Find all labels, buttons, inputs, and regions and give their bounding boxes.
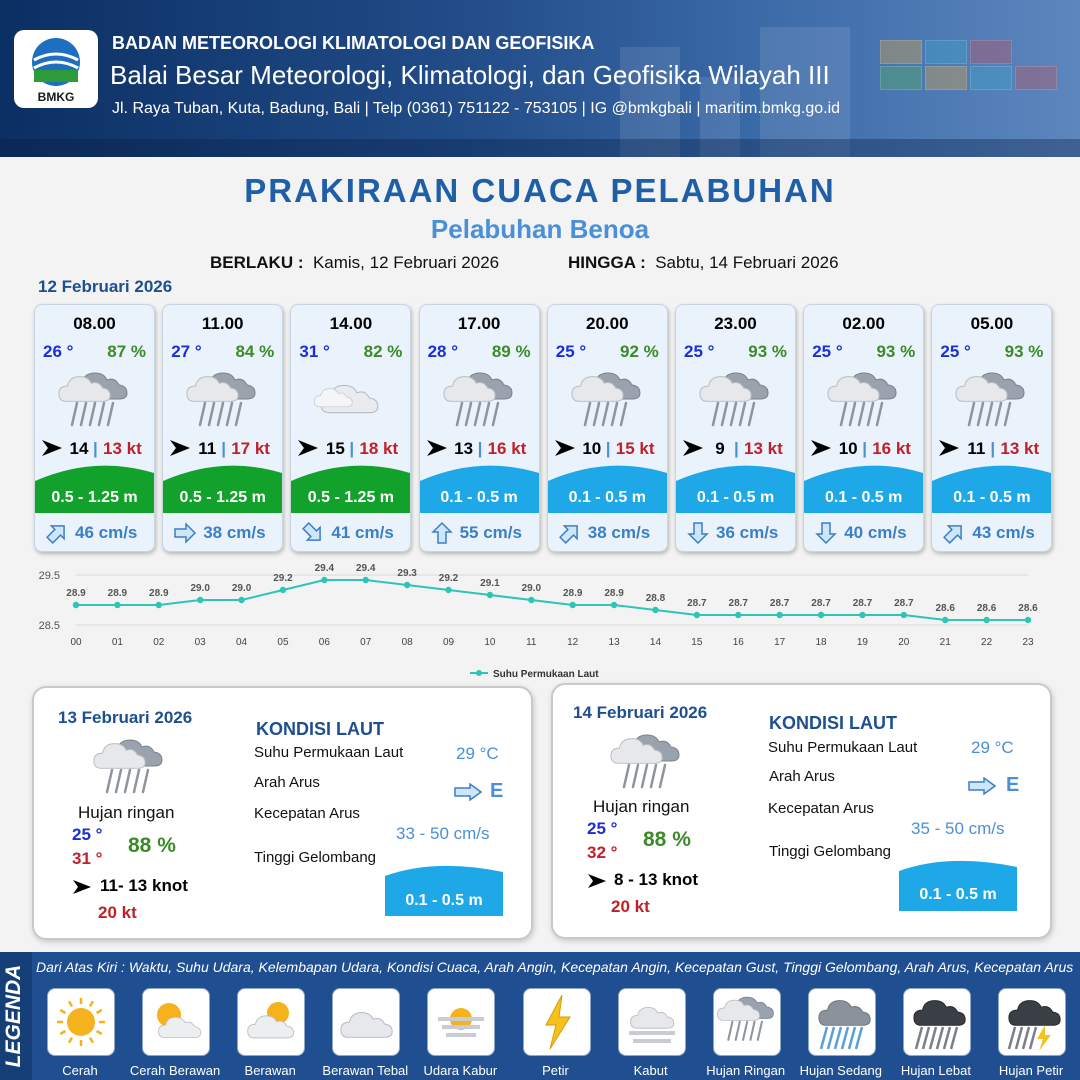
valid-from-value: Kamis, 12 Februari 2026 [312, 253, 500, 272]
wind-separator: | [349, 439, 355, 458]
valid-to-label: HINGGA : [568, 253, 646, 272]
wind-arrow-icon [40, 438, 64, 458]
x-tick-label: 01 [111, 637, 123, 648]
light-rain-icon [698, 363, 774, 429]
data-label: 29.1 [480, 578, 500, 589]
thunder-rain-icon [998, 988, 1066, 1056]
wind-separator: | [734, 439, 739, 458]
bmkg-logo [14, 30, 98, 108]
legend-label: Udara Kabur [423, 1063, 498, 1078]
hour-card [290, 304, 411, 552]
x-tick-label: 19 [856, 637, 868, 648]
logo-text: BMKG [37, 90, 75, 104]
hour-temperature: 26 ° [43, 342, 74, 361]
data-label: 28.7 [769, 598, 790, 609]
wind-arrow-icon [72, 879, 92, 895]
sun-icon [47, 988, 115, 1056]
sst-value: 29 °C [971, 738, 1014, 757]
day-condition: Hujan ringan [78, 803, 175, 822]
x-tick-label: 10 [484, 637, 496, 648]
kondisi-laut-title: KONDISI LAUT [256, 719, 384, 739]
data-point [901, 612, 907, 618]
current-arrow-icon [686, 521, 710, 545]
data-point [321, 577, 327, 583]
current-speed: 35 - 50 cm/s [911, 819, 1005, 838]
current-dir-label: Arah Arus [254, 774, 320, 791]
data-label: 28.7 [894, 598, 914, 609]
current-direction: E [490, 780, 504, 802]
current-arrow-icon [430, 521, 454, 545]
day-humidity: 88 % [643, 828, 691, 851]
wind-arrow-icon [681, 438, 705, 458]
wind-separator: | [221, 439, 226, 458]
moderate-rain-icon [808, 988, 876, 1056]
hour-wind-speed: 11 [198, 439, 217, 458]
light-rain-icon [92, 730, 168, 796]
page-title: PRAKIRAAN CUACA PELABUHAN [244, 172, 836, 209]
data-label: 28.9 [604, 588, 624, 599]
current-arrow-icon [942, 521, 966, 545]
hour-wind-gust: 16 kt [872, 439, 911, 458]
current-arrow-icon [173, 521, 197, 545]
hour-wind-gust: 13 kt [1000, 439, 1040, 458]
page-subtitle: Pelabuhan Benoa [430, 214, 650, 244]
wind-arrow-icon [587, 873, 607, 889]
sst-value: 29 °C [456, 744, 499, 763]
x-tick-label: 09 [442, 637, 455, 648]
office-name: Balai Besar Meteorologi, Klimatologi, dan Geofisika Wilayah III [110, 60, 830, 90]
hour-wind-gust: 16 kt [487, 439, 527, 458]
y-tick-label: 29.5 [38, 570, 60, 582]
data-label: 29.3 [397, 568, 417, 579]
data-point [652, 607, 658, 613]
fog-icon [618, 988, 686, 1056]
data-label: 28.7 [728, 598, 748, 609]
wave-height-label: Tinggi Gelombang [769, 843, 892, 860]
wind-separator: | [990, 439, 996, 458]
x-tick-label: 11 [526, 637, 537, 648]
current-arrow-icon [558, 521, 582, 545]
legend-label: Kabut [633, 1063, 668, 1078]
data-point [776, 612, 782, 618]
data-point [569, 602, 575, 608]
wind-arrow-icon [168, 438, 192, 458]
data-label: 29.4 [356, 563, 376, 574]
wind-arrow-icon [553, 438, 577, 458]
hour-card [675, 304, 796, 552]
data-label: 29.4 [314, 563, 335, 574]
hour-temperature: 25 ° [555, 342, 587, 361]
hour-wind-gust: 17 kt [231, 439, 270, 458]
x-tick-label: 13 [608, 637, 620, 648]
day-wind: 11- 13 knot [100, 876, 188, 895]
hour-wind-gust: 13 kt [744, 439, 783, 458]
thick-cloud-icon [313, 363, 389, 429]
hour-wind-speed: 13 [454, 439, 474, 458]
hour-wave-height: 0.1 - 0.5 m [825, 489, 903, 506]
wind-separator: | [862, 439, 867, 458]
hour-humidity: 87 % [107, 342, 146, 361]
hour-wave-height: 0.5 - 1.25 m [307, 489, 395, 506]
hour-humidity: 93 % [1004, 342, 1044, 361]
wind-separator: | [477, 439, 483, 458]
hour-wind-speed: 14 [69, 439, 89, 458]
hour-time: 23.00 [714, 314, 757, 333]
wind-arrow-icon [937, 438, 961, 458]
legend-label: Hujan Sedang [799, 1063, 882, 1078]
agency-name: BADAN METEOROLOGI KLIMATOLOGI DAN GEOFISIKA [112, 33, 595, 53]
hour-time: 08.00 [73, 314, 116, 333]
x-tick-label: 15 [691, 637, 703, 648]
light-rain-icon [570, 363, 646, 429]
legend-label: Berawan [244, 1063, 296, 1078]
data-point [735, 612, 741, 618]
x-tick-label: 06 [318, 637, 330, 648]
current-dir-label: Arah Arus [769, 768, 835, 785]
data-point [156, 602, 162, 608]
data-label: 28.6 [935, 603, 955, 614]
hour-temperature: 25 ° [684, 342, 715, 361]
day1-date-label: 12 Februari 2026 [38, 277, 173, 296]
hour-wind-gust: 18 kt [359, 439, 399, 458]
hour-card [803, 304, 924, 552]
day-date: 14 Februari 2026 [573, 703, 708, 722]
data-point [1025, 617, 1031, 623]
data-label: 29.0 [231, 583, 252, 594]
data-point [404, 582, 410, 588]
data-point [611, 602, 617, 608]
data-point [238, 597, 244, 603]
current-arrow-icon [814, 521, 838, 545]
wind-separator: | [93, 439, 98, 458]
office-contact: Jl. Raya Tuban, Kuta, Badung, Bali | Telp (0361) 751122 - 753105 | IG @bmkgbali | maritim.bmkg.go.id [112, 100, 841, 117]
legend-label: Cerah Berawan [129, 1063, 221, 1078]
sst-label: Suhu Permukaan Laut [254, 744, 404, 761]
hour-time: 05.00 [970, 314, 1014, 333]
x-tick-label: 18 [815, 637, 827, 648]
wind-arrow-icon [425, 438, 449, 458]
data-point [528, 597, 534, 603]
hour-humidity: 93 % [876, 342, 916, 361]
x-tick-label: 23 [1022, 637, 1034, 648]
sun-cloud-icon [142, 988, 210, 1056]
data-label: 28.8 [645, 593, 666, 604]
hour-temperature: 27 ° [171, 342, 202, 361]
thick-cloud-icon [332, 988, 400, 1056]
light-rain-icon [57, 363, 133, 429]
hour-wind-speed: 10 [838, 439, 858, 458]
hour-humidity: 89 % [491, 342, 531, 361]
current-arrow-icon [45, 521, 69, 545]
valid-from-label: BERLAKU : [210, 253, 304, 272]
hour-current-speed: 38 cm/s [203, 523, 266, 542]
data-label: 28.6 [1018, 603, 1038, 614]
data-label: 28.7 [811, 598, 831, 609]
hour-card [162, 304, 283, 552]
hour-wind-gust: 13 kt [103, 439, 142, 458]
hour-wind-speed: 9 [715, 439, 725, 458]
x-tick-label: 00 [70, 637, 82, 648]
hour-time: 20.00 [586, 314, 629, 333]
data-point [487, 592, 493, 598]
hour-wave-height: 0.1 - 0.5 m [568, 489, 646, 506]
hour-temperature: 25 ° [940, 342, 971, 361]
hour-wave-height: 0.5 - 1.25 m [51, 489, 138, 506]
data-label: 29.0 [190, 583, 210, 594]
heavy-rain-icon [903, 988, 971, 1056]
hour-humidity: 82 % [363, 342, 403, 361]
day-temp-max: 32 ° [587, 843, 618, 862]
wind-arrow-icon [296, 438, 320, 458]
legend-label: Suhu Permukaan Laut [493, 669, 599, 680]
data-label: 28.9 [66, 588, 86, 599]
hour-card [547, 304, 668, 552]
light-rain-icon [826, 363, 902, 429]
day-date: 13 Februari 2026 [58, 708, 193, 727]
day-box-2 [551, 683, 1052, 939]
current-arrow-icon [454, 783, 482, 801]
hour-temperature: 28 ° [427, 342, 459, 361]
current-arrow-icon [301, 521, 325, 545]
hour-current-speed: 38 cm/s [587, 523, 651, 542]
data-label: 29.2 [273, 573, 293, 584]
y-tick-label: 28.5 [38, 620, 60, 632]
series-line [76, 580, 1028, 620]
data-point [363, 577, 369, 583]
data-point [73, 602, 79, 608]
hour-humidity: 93 % [748, 342, 787, 361]
data-label: 28.9 [107, 588, 128, 599]
legend-label: Berawan Tebal [322, 1063, 409, 1078]
hour-time: 11.00 [201, 314, 244, 333]
day-temp-max: 31 ° [72, 849, 103, 868]
x-tick-label: 02 [153, 637, 165, 648]
hour-current-speed: 43 cm/s [972, 523, 1035, 542]
hour-card [34, 304, 155, 552]
legend-label: Hujan Ringan [706, 1063, 786, 1078]
wave-height: 0.1 - 0.5 m [405, 892, 483, 909]
x-tick-label: 03 [194, 637, 206, 648]
data-label: 28.9 [149, 588, 169, 599]
day-gust: 20 kt [611, 897, 650, 916]
x-tick-label: 04 [236, 637, 248, 648]
hour-wind-speed: 10 [582, 439, 602, 458]
light-rain-icon [713, 988, 781, 1056]
day-gust: 20 kt [98, 903, 137, 922]
data-point [859, 612, 865, 618]
hour-wave-height: 0.1 - 0.5 m [953, 489, 1031, 506]
x-tick-label: 17 [774, 637, 786, 648]
data-label: 28.6 [976, 603, 997, 614]
current-speed-label: Kecepatan Arus [768, 800, 874, 817]
data-label: 28.9 [562, 588, 583, 599]
hour-wind-speed: 11 [967, 439, 986, 458]
current-arrow-icon [968, 777, 996, 795]
sst-label: Suhu Permukaan Laut [768, 739, 918, 756]
hour-current-speed: 40 cm/s [844, 523, 907, 542]
day-humidity: 88 % [128, 834, 176, 857]
day-condition: Hujan ringan [593, 797, 690, 816]
hour-time: 14.00 [329, 314, 373, 333]
data-point [983, 617, 989, 623]
hour-wind-gust: 15 kt [615, 439, 655, 458]
legend-label: Hujan Lebat [900, 1063, 971, 1078]
hour-time: 17.00 [457, 314, 501, 333]
legend-label: Cerah [62, 1063, 98, 1078]
hour-time: 02.00 [842, 314, 885, 333]
wind-separator: | [605, 439, 611, 458]
data-label: 29.2 [438, 573, 459, 584]
data-point [280, 587, 286, 593]
hour-humidity: 92 % [620, 342, 659, 361]
lightning-icon [523, 988, 591, 1056]
x-tick-label: 08 [401, 637, 413, 648]
x-tick-label: 14 [649, 637, 662, 648]
x-tick-label: 07 [360, 637, 372, 648]
wind-arrow-icon [809, 438, 833, 458]
data-label: 28.7 [687, 598, 707, 609]
light-rain-icon [185, 363, 261, 429]
data-point [445, 587, 451, 593]
legend-title: LEGENDA [2, 964, 25, 1068]
day-box-1 [32, 686, 533, 940]
hour-temperature: 25 ° [812, 342, 843, 361]
x-tick-label: 12 [567, 637, 579, 648]
day-temp-min: 25 ° [72, 825, 103, 844]
x-tick-label: 05 [277, 637, 289, 648]
hour-current-speed: 36 cm/s [716, 523, 779, 542]
current-speed-label: Kecepatan Arus [254, 805, 360, 822]
hour-current-speed: 41 cm/s [331, 523, 394, 542]
hour-current-speed: 55 cm/s [459, 523, 522, 542]
current-speed: 33 - 50 cm/s [396, 824, 490, 843]
legend-description: Dari Atas Kiri : Waktu, Suhu Udara, Kelembapan Udara, Kondisi Cuaca, Arah Angin, Kecepatan Angin, Kecepatan Gust, Tinggi Gelombang, Arah Arus, Kecepatan Arus [36, 959, 1074, 975]
hour-temperature: 31 ° [299, 342, 330, 361]
light-rain-icon [609, 725, 685, 791]
legend-marker [476, 670, 482, 676]
data-point [114, 602, 120, 608]
legend-label: Petir [542, 1063, 569, 1078]
data-point [197, 597, 203, 603]
hour-current-speed: 46 cm/s [75, 523, 138, 542]
hour-card [419, 304, 540, 552]
light-rain-icon [442, 363, 518, 429]
day-wind: 8 - 13 knot [614, 870, 699, 889]
hour-wave-height: 0.1 - 0.5 m [440, 489, 518, 506]
x-tick-label: 16 [732, 637, 744, 648]
hour-humidity: 84 % [235, 342, 275, 361]
valid-from [210, 253, 499, 273]
data-label: 29.0 [521, 583, 542, 594]
hour-card [931, 304, 1052, 552]
x-tick-label: 20 [898, 637, 910, 648]
sst-chart [30, 558, 1050, 683]
legend-label: Hujan Petir [998, 1063, 1064, 1078]
data-point [942, 617, 948, 623]
kondisi-laut-title: KONDISI LAUT [769, 713, 897, 733]
valid-to-value: Sabtu, 14 Februari 2026 [655, 253, 839, 272]
wave-height: 0.1 - 0.5 m [919, 886, 997, 903]
data-point [818, 612, 824, 618]
haze-icon [427, 988, 495, 1056]
light-rain-icon [954, 363, 1030, 429]
x-tick-label: 21 [939, 637, 951, 648]
valid-to [568, 253, 839, 273]
hour-wave-height: 0.5 - 1.25 m [179, 489, 266, 506]
hour-wind-speed: 15 [325, 439, 345, 458]
current-direction: E [1006, 774, 1020, 796]
hour-wave-height: 0.1 - 0.5 m [696, 489, 775, 506]
data-label: 28.7 [852, 598, 873, 609]
wave-height-label: Tinggi Gelombang [254, 849, 377, 866]
data-point [694, 612, 700, 618]
day-temp-min: 25 ° [587, 819, 618, 838]
x-tick-label: 22 [981, 637, 993, 648]
cloud-icon [237, 988, 305, 1056]
